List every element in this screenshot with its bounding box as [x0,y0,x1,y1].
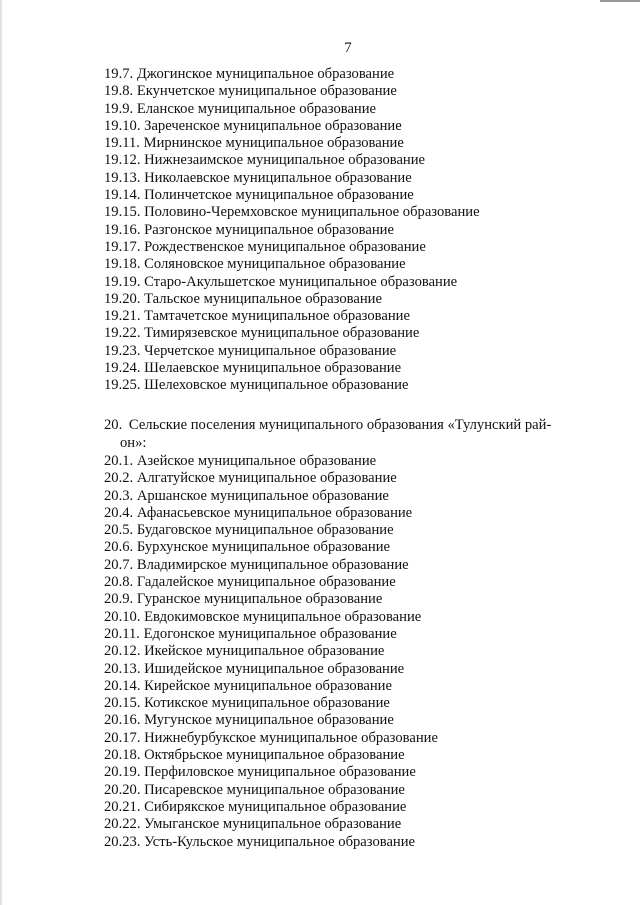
list-item: 19.15. Половино-Черемховское муниципальное образование [104,204,480,221]
list-item: 20.22. Умыганское муниципальное образование [104,816,402,833]
list-item: 19.20. Тальское муниципальное образование [104,290,382,307]
list-item: 20.6. Бурхунское муниципальное образование [104,539,391,556]
list-item: 20.8. Гадалейское муниципальное образование [104,574,396,591]
list-item: 19.24. Шелаевское муниципальное образование [104,360,402,377]
list-item: 20.11. Едогонское муниципальное образование [104,625,397,642]
list-item: 20.7. Владимирское муниципальное образование [104,556,409,573]
list-item: 20.17. Нижнебурбукское муниципальное образование [104,729,438,746]
list-item: 19.17. Рождественское муниципальное образование [104,238,426,255]
scan-edge-top [600,0,640,2]
list-item: 19.10. Зареченское муниципальное образование [104,117,402,134]
list-item: 19.21. Тамтачетское муниципальное образование [104,308,410,325]
scan-edge-left [0,0,3,905]
list-section-20 [104,453,604,851]
list-item: 20.12. Икейское муниципальное образование [104,643,385,660]
heading-line-2: он»: [120,435,147,451]
list-item: 20.10. Евдокимовское муниципальное образование [104,608,422,625]
list-item: 19.22. Тимирязевское муниципальное образование [104,325,420,342]
list-item: 20.18. Октябрьское муниципальное образование [104,747,405,764]
list-item: 19.11. Мирнинское муниципальное образование [104,135,404,152]
heading-text: Сельские поселения муниципального образования «Тулунский рай- [128,417,552,433]
list-item: 20.1. Азейское муниципальное образование [104,453,377,469]
list-item: 19.13. Николаевское муниципальное образование [104,169,412,186]
list-item: 19.8. Екунчетское муниципальное образование [104,83,397,100]
list-item: 20.5. Будаговское муниципальное образование [104,522,394,539]
list-item: 20.19. Перфиловское муниципальное образование [104,764,416,781]
list-item: 20.13. Ишидейское муниципальное образование [104,660,405,677]
list-item: 20.3. Аршанское муниципальное образование [104,487,389,504]
list-item: 20.4. Афанасьевское муниципальное образование [104,504,413,521]
list-item: 19.14. Полинчетское муниципальное образование [104,187,414,204]
page-number: 7 [344,40,352,56]
section-heading-20 [104,416,592,452]
list-item: 20.23. Усть-Кульское муниципальное образование [104,833,416,850]
list-item: 19.19. Старо-Акульшетское муниципальное образование [104,273,458,290]
list-item: 20.14. Кирейское муниципальное образование [104,677,392,694]
list-item: 19.9. Еланское муниципальное образование [104,100,377,117]
list-item: 19.7. Джогинское муниципальное образование [104,66,395,82]
heading-line-1 [104,416,592,434]
list-item: 20.15. Котикское муниципальное образование [104,695,390,712]
section-number: 20. [104,417,123,433]
list-item: 19.16. Разгонское муниципальное образование [104,221,394,238]
list-item: 19.25. Шелеховское муниципальное образование [104,377,409,394]
list-section-19 [104,66,604,395]
list-item: 20.16. Мугунское муниципальное образование [104,712,394,729]
list-item: 19.23. Черчетское муниципальное образование [104,342,397,359]
list-item: 20.21. Сибирякское муниципальное образование [104,798,407,815]
list-item: 19.12. Нижнезаимское муниципальное образование [104,152,426,169]
list-item: 20.20. Писаревское муниципальное образование [104,781,405,798]
list-item: 20.2. Алгатуйское муниципальное образование [104,470,397,487]
list-item: 19.18. Соляновское муниципальное образование [104,256,406,273]
list-item: 20.9. Гуранское муниципальное образование [104,591,383,608]
